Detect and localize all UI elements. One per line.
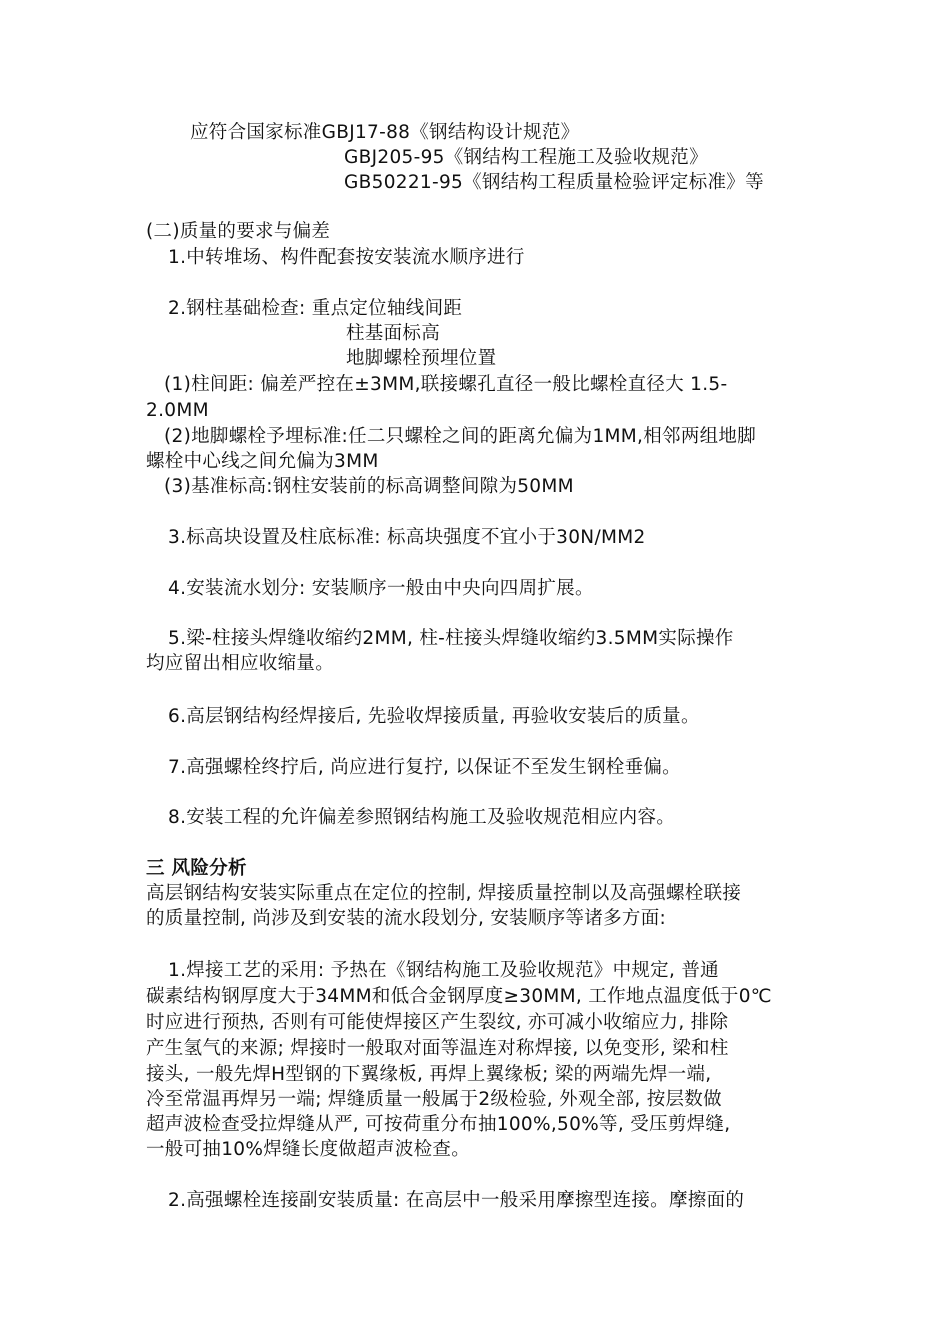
section-2-item-2-line-1: 2.钢柱基础检查: 重点定位轴线间距 — [168, 298, 463, 319]
section-3-item-1-line-5: 接头, 一般先焊H型钢的下翼缘板, 再焊上翼缘板; 梁的两端先焊一端, — [146, 1064, 712, 1085]
section-2-item-5-line-1: 5.梁-柱接头焊缝收缩约2MM, 柱-柱接头焊缝收缩约3.5MM实际操作 — [168, 628, 734, 649]
section-3-intro-line-1: 高层钢结构安装实际重点在定位的控制, 焊接质量控制以及高强螺栓联接 — [146, 883, 742, 904]
section-2-item-5-line-2: 均应留出相应收缩量。 — [146, 653, 335, 674]
section-3-item-1-line-8: 一般可抽10%焊缝长度做超声波检查。 — [146, 1139, 471, 1160]
sub-item-1-line-2: 2.0MM — [146, 400, 209, 421]
section-2-item-4: 4.安装流水划分: 安装顺序一般由中央向四周扩展。 — [168, 578, 594, 599]
section-3-item-1-line-6: 冷至常温再焊另一端; 焊缝质量一般属于2级检验, 外观全部, 按层数做 — [146, 1089, 722, 1110]
section-2-item-2-line-3: 地脚螺栓预埋位置 — [346, 348, 497, 369]
standards-line-3: GB50221-95《钢结构工程质量检验评定标准》等 — [344, 172, 764, 193]
section-2-item-8: 8.安装工程的允许偏差参照钢结构施工及验收规范相应内容。 — [168, 807, 676, 828]
sub-item-2-line-2: 螺栓中心线之间允偏为3MM — [146, 451, 379, 472]
section-3-item-1-line-4: 产生氢气的来源; 焊接时一般取对面等温连对称焊接, 以免变形, 梁和柱 — [146, 1038, 729, 1059]
sub-item-3: (3)基准标高:钢柱安装前的标高调整间隙为50MM — [164, 476, 574, 497]
section-2-item-3: 3.标高块设置及柱底标准: 标高块强度不宜小于30N/MM2 — [168, 527, 646, 548]
standards-line-2: GBJ205-95《钢结构工程施工及验收规范》 — [344, 147, 708, 168]
section-3-intro-line-2: 的质量控制, 尚涉及到安装的流水段划分, 安装顺序等诸多方面: — [146, 908, 667, 929]
section-2-item-6: 6.高层钢结构经焊接后, 先验收焊接质量, 再验收安装后的质量。 — [168, 706, 700, 727]
section-3-item-1-line-7: 超声波检查受拉焊缝从严, 可按荷重分布抽100%,50%等, 受压剪焊缝, — [146, 1114, 731, 1135]
section-3-item-1-line-2: 碳素结构钢厚度大于34MM和低合金钢厚度≥30MM, 工作地点温度低于0℃ — [146, 986, 772, 1007]
section-2-title: (二)质量的要求与偏差 — [146, 221, 331, 242]
section-3-item-1-line-1: 1.焊接工艺的采用: 予热在《钢结构施工及验收规范》中规定, 普通 — [168, 960, 719, 981]
section-3-item-2-line-1: 2.高强螺栓连接副安装质量: 在高层中一般采用摩擦型连接。摩擦面的 — [168, 1190, 745, 1211]
section-3-title: 三 风险分析 — [146, 858, 247, 879]
standards-line-1: 应符合国家标准GBJ17-88《钢结构设计规范》 — [190, 122, 580, 143]
section-2-item-2-line-2: 柱基面标高 — [346, 323, 441, 344]
section-2-item-7: 7.高强螺栓终拧后, 尚应进行复拧, 以保证不至发生钢栓垂偏。 — [168, 757, 681, 778]
sub-item-2-line-1: (2)地脚螺栓予埋标准:任二只螺栓之间的距离允偏为1MM,相邻两组地脚 — [164, 426, 757, 447]
sub-item-1-line-1: (1)柱间距: 偏差严控在±3MM,联接螺孔直径一般比螺栓直径大 1.5- — [164, 374, 728, 395]
section-3-item-1-line-3: 时应进行预热, 否则有可能使焊接区产生裂纹, 亦可减小收缩应力, 排除 — [146, 1012, 729, 1033]
section-2-item-1: 1.中转堆场、构件配套按安装流水顺序进行 — [168, 247, 525, 268]
